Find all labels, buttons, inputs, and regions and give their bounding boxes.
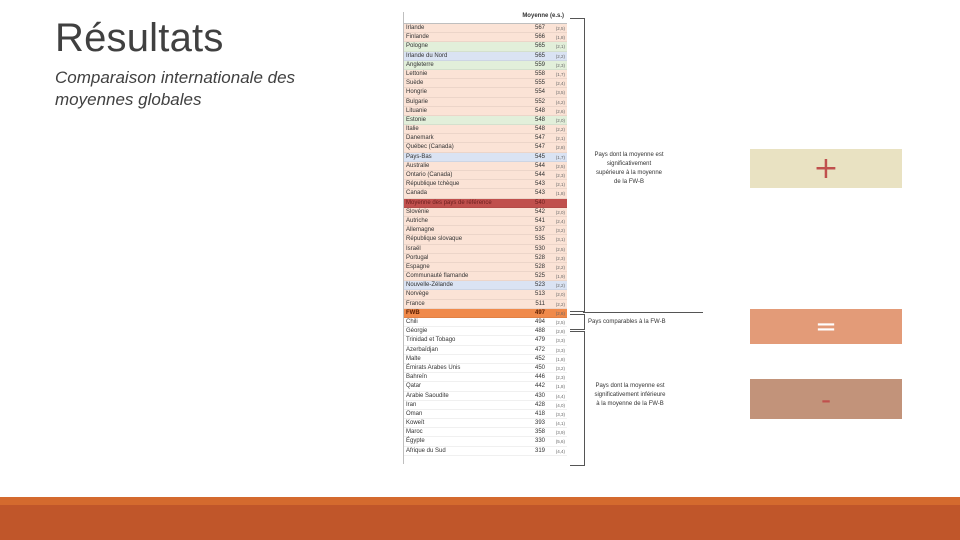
mean-value: 497 <box>534 309 545 316</box>
mean-value: 548 <box>534 116 545 123</box>
table-row <box>404 373 567 382</box>
standard-error: (4,2) <box>555 99 565 105</box>
country-name: Chili <box>406 319 418 325</box>
mean-value: 528 <box>534 254 545 261</box>
mean-value: 541 <box>534 217 545 224</box>
country-name: Lettonie <box>406 70 428 77</box>
standard-error: (2,0) <box>555 209 565 215</box>
standard-error: (2,2) <box>555 127 565 133</box>
table-header <box>404 12 567 24</box>
standard-error: (5,6) <box>555 439 565 445</box>
country-name: Malte <box>406 355 421 362</box>
table-row <box>404 364 567 373</box>
table-row <box>404 24 567 33</box>
standard-error: (4,4) <box>555 448 565 454</box>
country-name: Pays-Bas <box>406 153 432 160</box>
standard-error: (1,8) <box>555 35 565 41</box>
equal-icon: = <box>815 311 837 342</box>
table-row <box>404 300 567 309</box>
country-name: Angleterre <box>406 61 434 68</box>
brace-comparable <box>570 314 585 330</box>
country-name: France <box>406 300 425 307</box>
standard-error: (1,7) <box>555 71 565 77</box>
standard-error: (2,1) <box>555 136 565 142</box>
table-row <box>404 79 567 88</box>
table-row <box>404 245 567 254</box>
country-name: Émirats Arabes Unis <box>406 364 461 371</box>
standard-error: (1,8) <box>555 356 565 362</box>
country-name: Moyenne des pays de référence <box>406 199 492 206</box>
mean-value: 555 <box>534 80 545 87</box>
table-row <box>404 162 567 171</box>
standard-error: (1,9) <box>555 274 565 280</box>
table-row <box>404 33 567 42</box>
standard-error: (2,2) <box>555 53 565 59</box>
standard-error: (1,8) <box>555 384 565 390</box>
legend-equal-box <box>750 309 902 344</box>
standard-error: (2,1) <box>555 44 565 50</box>
standard-error: (2,5) <box>555 320 565 325</box>
country-name: Suède <box>406 80 424 87</box>
standard-error: (2,3) <box>555 375 565 381</box>
country-name: Pologne <box>406 43 429 50</box>
mean-value: 548 <box>534 126 545 133</box>
country-name: Nouvelle-Zélande <box>406 282 454 289</box>
table-row <box>404 88 567 97</box>
mean-value: 393 <box>534 420 545 427</box>
country-name: Qatar <box>406 383 422 390</box>
country-name: Égypte <box>406 438 425 445</box>
mean-value: 554 <box>534 89 545 96</box>
standard-error: (4,0) <box>555 402 565 408</box>
standard-error: (2,0) <box>555 117 565 123</box>
mean-value: 565 <box>534 43 545 50</box>
country-name: Israël <box>406 245 421 252</box>
country-name: FWB <box>406 309 420 316</box>
brace-superior <box>570 18 585 312</box>
standard-error: (3,5) <box>555 90 565 96</box>
mean-value: 547 <box>534 135 545 142</box>
standard-error: (2,4) <box>555 218 565 224</box>
mean-value: 513 <box>534 291 545 298</box>
country-name: Géorgie <box>406 328 428 335</box>
country-name: Québec (Canada) <box>406 144 454 151</box>
standard-error: (2,2) <box>555 283 565 289</box>
standard-error: (2,5) <box>555 26 565 31</box>
table-row <box>404 116 567 125</box>
country-name: Norvège <box>406 291 429 298</box>
country-name: Bulgarie <box>406 98 429 105</box>
mean-value: 488 <box>534 328 545 335</box>
brace-inferior <box>570 331 585 466</box>
mean-value: 530 <box>534 245 545 252</box>
country-name: Ontario (Canada) <box>406 172 453 178</box>
standard-error: (3,3) <box>555 338 565 344</box>
country-name: Danemark <box>406 135 434 142</box>
mean-value: 535 <box>534 236 545 243</box>
table-row <box>404 272 567 281</box>
table-row <box>404 125 567 134</box>
mean-value: 566 <box>534 34 545 41</box>
table-row <box>404 42 567 51</box>
table-row <box>404 107 567 116</box>
country-name: Australie <box>406 162 430 169</box>
table-row <box>404 235 567 244</box>
mean-value: 358 <box>534 429 545 436</box>
table-row <box>404 61 567 70</box>
mean-value: 567 <box>534 25 545 31</box>
table-row <box>404 318 567 327</box>
table-row <box>404 382 567 391</box>
table-row <box>404 189 567 198</box>
standard-error: (3,1) <box>555 237 565 243</box>
table-row <box>404 410 567 419</box>
table-row <box>404 143 567 152</box>
table-row <box>404 419 567 428</box>
note-superior: Pays dont la moyenne est significativement supérieure à la moyenne de la FW-B <box>594 152 664 185</box>
table-row <box>404 290 567 299</box>
standard-error: (2,3) <box>555 173 565 178</box>
table-row <box>404 70 567 79</box>
mean-value: 330 <box>534 438 545 445</box>
country-name: République slovaque <box>406 236 463 243</box>
standard-error: (2,3) <box>555 255 565 261</box>
table-row <box>404 98 567 107</box>
country-name: Bahreïn <box>406 374 428 381</box>
table-row <box>404 309 567 318</box>
table-row <box>404 153 567 162</box>
country-name: Iran <box>406 401 417 408</box>
country-name: Oman <box>406 410 423 417</box>
country-name: Espagne <box>406 263 430 270</box>
country-name: Arabie Saoudite <box>406 392 449 399</box>
standard-error: (2,8) <box>555 145 565 151</box>
mean-value: 543 <box>534 190 545 197</box>
standard-error: (2,6) <box>555 108 565 114</box>
mean-value: 450 <box>534 364 545 371</box>
mean-value: 472 <box>534 346 545 353</box>
table-row <box>404 180 567 189</box>
legend-minus-box <box>750 379 902 419</box>
country-name: Maroc <box>406 429 423 436</box>
table-row <box>404 171 567 180</box>
standard-error: (2,2) <box>555 264 565 270</box>
table-row <box>404 355 567 364</box>
mean-value: 494 <box>534 319 545 325</box>
country-name: Autriche <box>406 217 429 224</box>
standard-error: (1,7) <box>555 154 565 160</box>
plus-icon: + <box>813 151 839 186</box>
mean-value: 559 <box>534 61 545 68</box>
mean-value: 548 <box>534 107 545 114</box>
mean-value: 446 <box>534 374 545 381</box>
country-name: Hongrie <box>406 89 428 96</box>
standard-error: (4,1) <box>555 421 565 427</box>
table-row <box>404 52 567 61</box>
standard-error: (2,4) <box>555 81 565 87</box>
country-name: Portugal <box>406 254 429 261</box>
country-name: République tchèque <box>406 181 460 188</box>
mean-value: 452 <box>534 355 545 362</box>
mean-value: 523 <box>534 282 545 289</box>
mean-value: 418 <box>534 410 545 417</box>
table-row <box>404 346 567 355</box>
country-name: Lituanie <box>406 107 428 114</box>
mean-value: 479 <box>534 337 545 344</box>
standard-error: (2,8) <box>555 329 565 335</box>
mean-value: 528 <box>534 263 545 270</box>
table-row <box>404 428 567 437</box>
standard-error: (2,5) <box>555 163 565 169</box>
table-row <box>404 447 567 456</box>
mean-value: 430 <box>534 392 545 399</box>
country-name: Irlande <box>406 25 425 31</box>
table-row <box>404 254 567 263</box>
mean-value: 540 <box>534 199 545 206</box>
legend-plus-box <box>750 149 902 188</box>
mean-value: 543 <box>534 181 545 188</box>
country-name: Allemagne <box>406 227 435 234</box>
standard-error: (2,6) <box>555 310 565 316</box>
country-name: Italie <box>406 126 419 133</box>
table-row <box>404 134 567 143</box>
country-name: Canada <box>406 190 428 197</box>
minus-icon: - <box>820 382 832 416</box>
mean-value: 544 <box>534 162 545 169</box>
footer-accent-strip <box>0 497 960 505</box>
footer-accent-bar <box>0 497 960 540</box>
table-body <box>404 24 567 456</box>
country-name: Estonie <box>406 116 427 123</box>
country-name: Communauté flamande <box>406 273 469 280</box>
country-name: Afrique du Sud <box>406 447 446 454</box>
mean-value: 537 <box>534 227 545 234</box>
mean-value: 542 <box>534 208 545 215</box>
standard-error: (3,2) <box>555 365 565 371</box>
table-row <box>404 199 567 208</box>
standard-error: (2,2) <box>555 301 565 307</box>
table-row <box>404 437 567 446</box>
table-row <box>404 401 567 410</box>
mean-value: 558 <box>534 70 545 77</box>
mean-value: 319 <box>534 447 545 454</box>
mean-value: 525 <box>534 273 545 280</box>
slide-title: Résultats <box>55 16 224 60</box>
standard-error: (4,4) <box>555 393 565 399</box>
standard-error: (3,3) <box>555 411 565 417</box>
table-row <box>404 392 567 401</box>
mean-value: 428 <box>534 401 545 408</box>
standard-error: (3,2) <box>555 228 565 234</box>
standard-error: (2,0) <box>555 292 565 298</box>
country-name: Trinidad et Tobago <box>406 337 456 344</box>
mean-value: 442 <box>534 383 545 390</box>
note-inferior: Pays dont la moyenne est significativement inférieure à la moyenne de la FW-B <box>594 383 666 407</box>
standard-error: (3,9) <box>555 430 565 436</box>
table-row <box>404 217 567 226</box>
table-row <box>404 281 567 290</box>
table-row <box>404 263 567 272</box>
comparable-line <box>583 312 703 313</box>
table-row <box>404 336 567 345</box>
mean-value: 544 <box>534 172 545 178</box>
mean-value: 547 <box>534 144 545 151</box>
country-name: Azerbaïdjan <box>406 346 439 353</box>
column-header-mean: Moyenne (e.s.) <box>522 13 564 19</box>
standard-error: (2,5) <box>555 246 565 252</box>
mean-value: 552 <box>534 98 545 105</box>
table-row <box>404 327 567 336</box>
note-comparable: Pays comparables à la FW-B <box>588 319 666 325</box>
results-table <box>404 12 567 456</box>
mean-value: 545 <box>534 153 545 160</box>
slide-subtitle: Comparaison internationale des moyennes globales <box>55 68 296 109</box>
standard-error: (3,3) <box>555 347 565 353</box>
table-row <box>404 226 567 235</box>
table-row <box>404 208 567 217</box>
standard-error: (2,3) <box>555 62 565 68</box>
mean-value: 565 <box>534 52 545 59</box>
standard-error: (1,8) <box>555 191 565 197</box>
standard-error: (2,1) <box>555 182 565 188</box>
country-name: Koweït <box>406 420 425 427</box>
country-name: Slovénie <box>406 208 430 215</box>
mean-value: 511 <box>535 300 545 307</box>
country-name: Finlande <box>406 34 430 41</box>
country-name: Irlande du Nord <box>406 52 448 59</box>
